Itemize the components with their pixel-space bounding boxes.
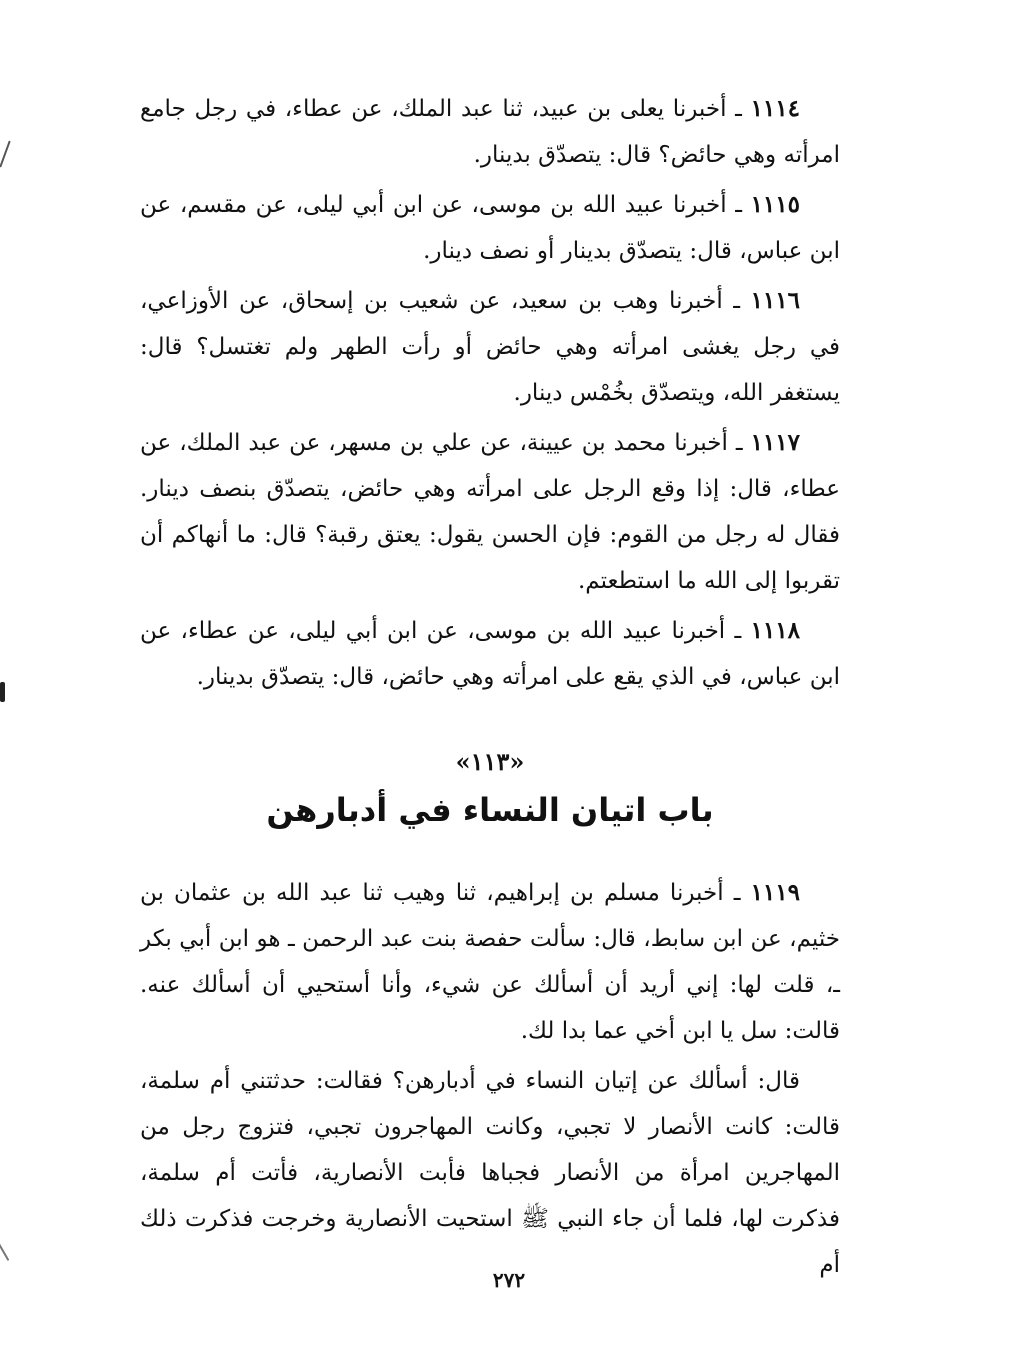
hadith-number: ١١١٤ bbox=[750, 95, 800, 122]
hadith-continuation: قال: أسألك عن إتيان النساء في أدبارهن؟ فقالت: حدثتني أم سلمة، قالت: كانت الأنصار لا تجبي، وكانت المهاجرون تجبي، فتزوج رجل من المهاجرين امرأة من الأنصار فجباها فأبت الأنصارية، فأتت أم سلمة، فذكرت لها، فلما أن جاء النبي ﷺ استحيت الأنصارية وخرجت فذكرت ذلك أم bbox=[140, 1068, 840, 1278]
hadith-text: ـ أخبرنا محمد بن عيينة، عن علي بن مسهر، عن عبد الملك، عن عطاء، قال: إذا وقع الرجل على امرأته وهي حائض، يتصدّق بنصف دينار. فقال له رجل من القوم: فإن الحسن يقول: يعتق رقبة؟ قال: ما أنهاكم أن تقربوا إلى الله ما استطعتم. bbox=[140, 430, 840, 594]
chapter-heading bbox=[140, 744, 840, 834]
page-number: ٢٧٢ bbox=[492, 1268, 526, 1292]
hadith-number: ١١١٨ bbox=[750, 617, 800, 644]
hadith-1114 bbox=[140, 86, 840, 178]
hadith-text: ـ أخبرنا يعلى بن عبيد، ثنا عبد الملك، عن عطاء، في رجل جامع امرأته وهي حائض؟ قال: يتصدّق بدينار. bbox=[140, 96, 840, 168]
chapter-number: «١١٣» bbox=[455, 747, 525, 776]
chapter-title: باب اتيان النساء في أدبارهن bbox=[266, 791, 714, 829]
hadith-1117 bbox=[140, 420, 840, 604]
scan-edge-mark bbox=[0, 682, 5, 702]
page-body bbox=[140, 86, 840, 1292]
hadith-1116 bbox=[140, 278, 840, 416]
hadith-number: ١١١٥ bbox=[750, 191, 800, 218]
hadith-text: ـ أخبرنا مسلم بن إبراهيم، ثنا وهيب ثنا عبد الله بن عثمان بن خثيم، عن ابن سابط، قال: سألت حفصة بنت عبد الرحمن ـ هو ابن أبي بكر ـ، قلت لها: إني أريد أن أسألك عن شيء، وأنا أستحيي أن أسألك عنه. قالت: سل يا ابن أخي عما بدا لك. bbox=[140, 880, 840, 1044]
hadith-text: ـ أخبرنا عبيد الله بن موسى، عن ابن أبي ليلى، عن مقسم، عن ابن عباس، قال: يتصدّق بدينار أو نصف دينار. bbox=[140, 192, 840, 264]
hadith-1119 bbox=[140, 870, 840, 1054]
hadith-number: ١١١٦ bbox=[750, 287, 800, 314]
hadith-1118 bbox=[140, 608, 840, 700]
hadith-text: ـ أخبرنا وهب بن سعيد، عن شعيب بن إسحاق، عن الأوزاعي، في رجل يغشى امرأته وهي حائض أو رأت الطهر ولم تغتسل؟ قال: يستغفر الله، ويتصدّق بخُمْس دينار. bbox=[140, 288, 840, 406]
scan-edge-mark bbox=[0, 1241, 9, 1261]
hadith-1115 bbox=[140, 182, 840, 274]
hadith-number: ١١١٩ bbox=[750, 879, 800, 906]
hadith-number: ١١١٧ bbox=[750, 429, 800, 456]
hadith-text: ـ أخبرنا عبيد الله بن موسى، عن ابن أبي ليلى، عن عطاء، عن ابن عباس، في الذي يقع على امرأته وهي حائض، قال: يتصدّق بدينار. bbox=[140, 618, 840, 690]
scan-edge-mark bbox=[0, 141, 11, 168]
